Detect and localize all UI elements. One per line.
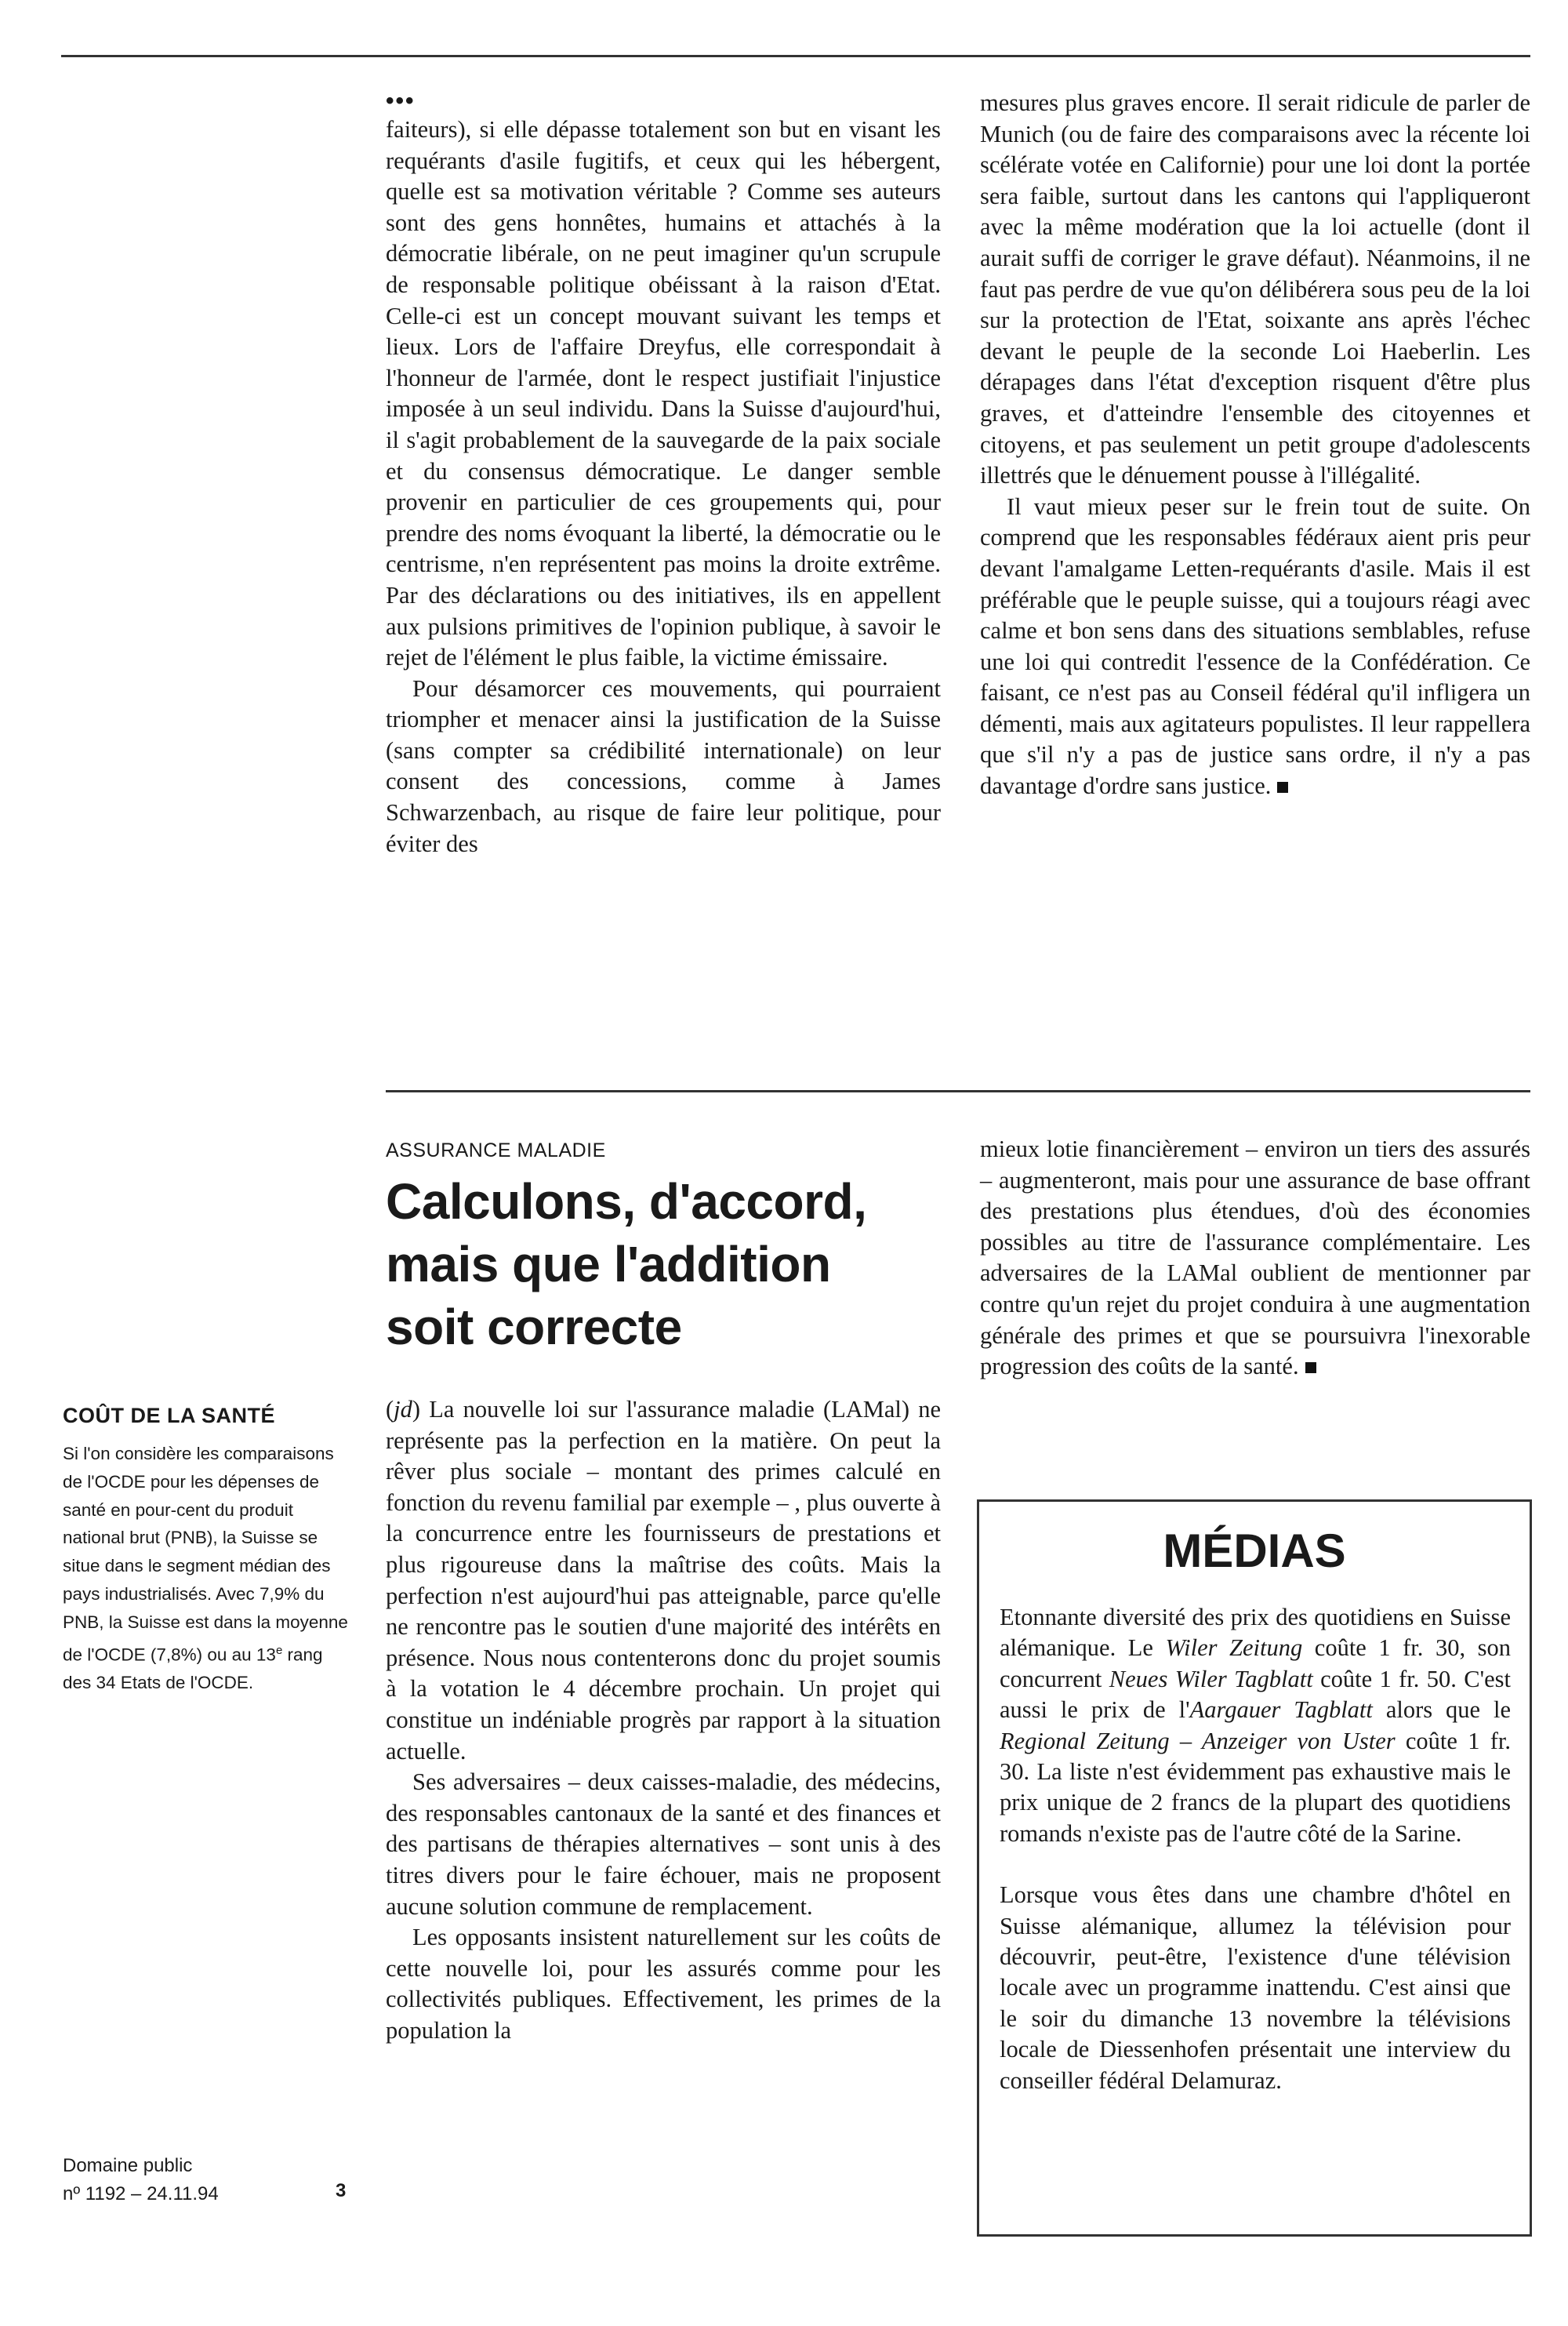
article-paragraph xyxy=(980,1134,1530,1383)
sidebar-text: Si l'on considère les comparaisons de l'OCDE pour les dépenses de santé en pour-cent du produit national brut (PNB), la Suisse se situe dans le segment médian des pays industrialisés. Avec 7,9% du PNB, la Suisse est dans la moyenne de l'OCDE (7,8%) ou au 13 xyxy=(63,1444,348,1665)
assurance-article-column-2 xyxy=(980,1134,1530,1383)
publication-name: Domaine public xyxy=(63,2155,193,2176)
newspaper-name: Regional Zeitung – Anzeiger von Uster xyxy=(1000,1727,1396,1754)
headline-line: mais que l'addition xyxy=(386,1236,831,1292)
sidebar-text-end: rang des 34 Etats de l'OCDE. xyxy=(63,1645,323,1692)
article-paragraph-text: mieux lotie financièrement – environ un tiers des assurés – augmenteront, mais pour une assurance de base offrant des prestations plus étendues, d'où des économies possibles au titre de l'assurance complémentaire. Les adversaires de la LAMal oublient de mentionner par contre qu'un rejet du projet conduira à une augmentation générale des primes et que se poursuivra l'inexorable progression des coûts de la santé. xyxy=(980,1136,1530,1380)
top-article-paragraph: faiteurs), si elle dépasse totalement son but en visant les requérants d'asile fugitifs, et ceux qui les hébergent, quelle est sa motivation véritable ? Comme ses auteurs sont des gens honnêtes, humains et attachés à la démocratie libérale, on ne peut imaginer qu'un scrupule de responsable politique obéissant à la raison d'Etat. Celle-ci est un concept mouvant suivant les temps et lieux. Lors de l'affaire Dreyfus, elle correspondait à l'honneur de l'armée, dont le respect justifiait l'injustice imposée à un seul individu. Dans la Suisse d'aujourd'hui, il s'agit probablement de la sauvegarde de la paix sociale et du consensus démocratique. Le danger semble provenir en particulier de ces groupements qui, pour prendre des noms évoquant la liberté, la démocratie ou le centrisme, n'en représentent pas moins la droite extrême. Par des déclarations ou des initiatives, ils en appellent aux pulsions primitives de l'opinion publique, à savoir le rejet de l'élément le plus faible, la victime émissaire. xyxy=(386,116,941,671)
article-kicker: ASSURANCE MALADIE xyxy=(386,1139,606,1161)
continuation-mark: ••• xyxy=(386,88,416,114)
medias-title: MÉDIAS xyxy=(1163,1525,1346,1577)
sidebar-body xyxy=(63,1440,353,1697)
medias-paragraph: Lorsque vous êtes dans une chambre d'hôtel en Suisse alémanique, allumez la télévision pour découvrir, peut-être, l'existence d'une télévision locale avec un programme inattendu. C'est ainsi que le soir du dimanche 13 novembre la télévisions locale de Diessenhofen présentait une interview du conseiller fédéral Delamuraz. xyxy=(1000,1881,1511,2094)
text-run: coûte 1 fr. 30, son concurrent xyxy=(1000,1634,1511,1692)
text-run: Etonnante diversité des prix des quotidiens en Suisse alémanique. Le xyxy=(1000,1604,1511,1662)
byline: jd xyxy=(394,1396,412,1423)
ordinal-suffix: e xyxy=(275,1643,283,1657)
article-lead-paragraph: (jd) La nouvelle loi sur l'assurance maladie (LAMal) ne représente pas la perfection en la matière. On peut la rêver plus sociale – montant des primes calculé en fonction du revenu familial par exemple – , plus ouverte à la concurrence entre les fournisseurs de prestations et plus rigoureuse dans la maîtrise des coûts. Mais la perfection n'est aujourd'hui pas atteignable, parce qu'elle ne rencontre pas le soutien d'une majorité des intérêts en présence. Nous nous contenterons donc du projet soumis à la votation le 4 décembre prochain. Un projet qui constitue un indéniable progrès par rapport à la situation actuelle. xyxy=(386,1396,941,1764)
top-article-column-1 xyxy=(386,114,941,860)
article-paragraph: Les opposants insistent naturellement sur les coûts de cette nouvelle loi, pour les assurés comme pour les collectivités publiques. Effectivement, les primes de la population la xyxy=(386,1924,941,2044)
lead-text: La nouvelle loi sur l'assurance maladie (LAMal) ne représente pas la perfection en la matière. On peut la rêver plus sociale – montant des primes calculé en fonction du revenu familial par exemple – , plus ouverte à la concurrence entre les fournisseurs de prestations et plus rigoureuse dans la maîtrise des coûts. Mais la perfection n'est aujourd'hui pas atteignable, parce qu'elle ne rencontre pas le soutien d'une majorité des intérêts en présence. Nous nous contenterons donc du projet soumis à la votation le 4 décembre prochain. Un projet qui constitue un indéniable progrès par rapport à la situation actuelle. xyxy=(386,1396,941,1764)
headline-line: soit correcte xyxy=(386,1299,682,1355)
newspaper-name: Aargauer Tagblatt xyxy=(1189,1696,1373,1724)
end-of-article-mark xyxy=(1277,782,1288,793)
article-paragraph: Ses adversaires – deux caisses-maladie, des médecins, des responsables cantonaux de la santé et des finances et des partisans de thérapies alternatives – sont unis à des titres divers pour le faire échouer, mais ne proposent aucune solution commune de remplacement. xyxy=(386,1768,941,1920)
sidebar-title: COÛT DE LA SANTÉ xyxy=(63,1404,275,1427)
top-article-column-2 xyxy=(980,88,1530,802)
assurance-article-column-1 xyxy=(386,1394,941,2046)
section-rule xyxy=(386,1090,1530,1092)
top-article-paragraph: Pour désamorcer ces mouvements, qui pourraient triompher et menacer ainsi la justification de la Suisse (sans compter sa crédibilité internationale) on leur consent des concessions, comme à James Schwarzenbach, au risque de faire leur politique, pour éviter des xyxy=(386,674,941,857)
medias-paragraph xyxy=(1000,1602,1511,1849)
issue-info: nº 1192 – 24.11.94 xyxy=(63,2183,219,2204)
article-headline xyxy=(386,1170,950,1358)
text-run: alors que le xyxy=(1372,1696,1511,1724)
top-article-paragraph xyxy=(980,492,1530,802)
end-of-article-mark xyxy=(1305,1362,1316,1373)
footer xyxy=(63,2152,219,2208)
page-number: 3 xyxy=(336,2180,347,2201)
top-article-paragraph-text: Il vaut mieux peser sur le frein tout de suite. On comprend que les responsables fédéraux aient pris peur devant l'amalgame Letten-requérants d'asile. Mais il est préférable que le peuple suisse, qui a toujours réagi avec calme et bon sens dans des situations semblables, refuse une loi qui contredit l'essence de la Confédération. Ce faisant, ce n'est pas au Conseil fédéral qu'il infligera un démenti, mais aux agitateurs populistes. Il leur rappellera que s'il n'y a pas de justice sans ordre, il n'y a pas davantage d'ordre sans justice. xyxy=(980,492,1530,800)
text-run: coûte 1 fr. 30. La liste n'est évidemment pas exhaustive mais le prix unique de 2 francs de la plupart des quotidiens romands n'existe pas de l'autre côté de la Sarine. xyxy=(1000,1727,1511,1847)
top-article-paragraph: mesures plus graves encore. Il serait ridicule de parler de Munich (ou de faire des comparaisons avec la récente loi scélérate votée en Californie) pour une loi dont la portée sera faible, surtout dans les cantons qui l'appliqueront avec la même modération que la loi actuelle (dont il aurait suffi de corriger le grave défaut). Néanmoins, il ne faut pas perdre de vue qu'on délibérera sous peu de la loi sur la protection de l'Etat, soixante ans après l'échec devant le peuple de la seconde Loi Haeberlin. Les dérapages dans l'état d'exception risquent d'être plus graves, et d'atteindre l'ensemble des citoyennes et citoyens, et pas seulement un petit groupe d'adolescents illettrés que le dénuement pousse à l'illégalité. xyxy=(980,89,1530,489)
top-rule xyxy=(61,55,1530,57)
medias-box xyxy=(977,1499,1532,2237)
newspaper-name: Wiler Zeitung xyxy=(1165,1634,1303,1662)
headline-line: Calculons, d'accord, xyxy=(386,1173,867,1230)
text-run: coûte 1 fr. 50. C'est aussi le prix de l' xyxy=(1000,1665,1511,1724)
medias-body xyxy=(1000,1602,1511,2096)
newspaper-name: Neues Wiler Tagblatt xyxy=(1109,1665,1313,1692)
